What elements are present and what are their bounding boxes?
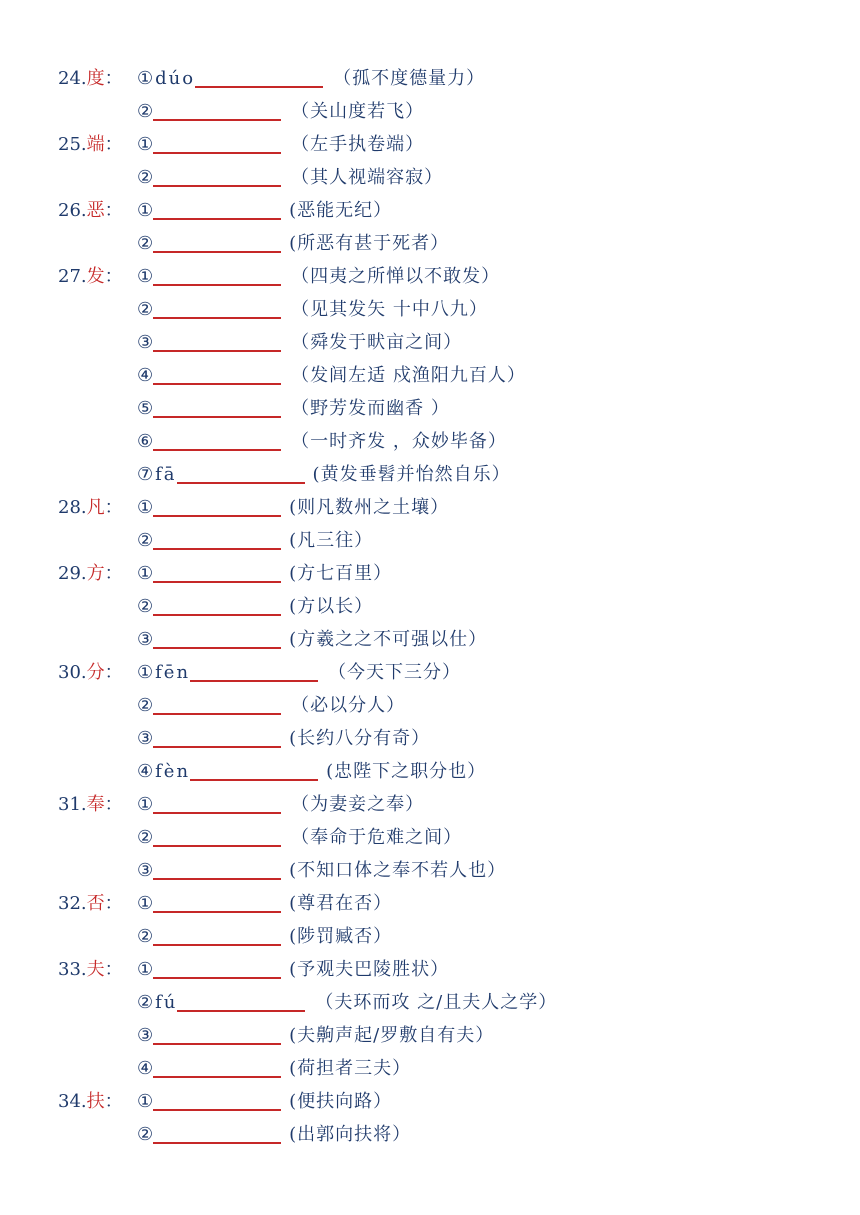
sense-line bbox=[137, 1052, 411, 1085]
entry-character: 奉 bbox=[86, 794, 105, 815]
example-sentence: (便扶向路） bbox=[289, 1091, 393, 1112]
example-sentence: (陟罚臧否） bbox=[289, 926, 393, 947]
example-sentence: (出郭向扶将） bbox=[289, 1124, 412, 1145]
entry-number: 32. bbox=[58, 893, 87, 914]
sense-line bbox=[137, 491, 449, 524]
example-sentence: （奉命于危难之间） bbox=[291, 827, 463, 848]
entry-row bbox=[0, 953, 860, 986]
sense-line bbox=[137, 293, 488, 326]
example-sentence: (忠陛下之职分也） bbox=[326, 761, 487, 782]
sense-marker: ① bbox=[137, 266, 154, 287]
entry-colon: ： bbox=[104, 893, 123, 914]
sense-marker: ② bbox=[137, 167, 154, 188]
example-sentence: (则凡数州之土壤） bbox=[289, 497, 450, 518]
sense-marker: ① bbox=[137, 200, 154, 221]
sense-marker: ② bbox=[137, 101, 154, 122]
example-sentence: （为妻妾之奉） bbox=[291, 794, 425, 815]
entry-number: 27. bbox=[58, 266, 87, 287]
sense-marker: ④ bbox=[137, 761, 154, 782]
sense-marker: ① bbox=[137, 497, 154, 518]
entry-character: 否 bbox=[86, 893, 105, 914]
sense-marker: ① bbox=[137, 794, 154, 815]
sense-marker: ⑦ bbox=[137, 464, 154, 485]
sense-marker: ① bbox=[137, 662, 154, 683]
entry-number: 34. bbox=[58, 1091, 87, 1112]
sense-line bbox=[137, 689, 405, 722]
sense-marker: ② bbox=[137, 926, 154, 947]
answer-blank[interactable] bbox=[153, 695, 281, 715]
answer-blank[interactable] bbox=[153, 1091, 281, 1111]
entry-colon: ： bbox=[104, 794, 123, 815]
entry-heading bbox=[58, 128, 123, 161]
entry-heading bbox=[58, 260, 123, 293]
sense-marker: ⑥ bbox=[137, 431, 154, 452]
answer-blank[interactable] bbox=[153, 959, 281, 979]
entry-number: 29. bbox=[58, 563, 87, 584]
answer-blank[interactable] bbox=[153, 1025, 281, 1045]
sense-line bbox=[137, 524, 373, 557]
answer-blank[interactable] bbox=[153, 332, 281, 352]
entry-row bbox=[0, 656, 860, 689]
answer-blank[interactable] bbox=[153, 101, 281, 121]
answer-blank[interactable] bbox=[153, 497, 281, 517]
example-sentence: (予观夫巴陵胜状） bbox=[289, 959, 450, 980]
entry-row bbox=[0, 326, 860, 359]
entry-number: 33. bbox=[58, 959, 87, 980]
example-sentence: （必以分人） bbox=[291, 695, 406, 716]
entry-row bbox=[0, 821, 860, 854]
sense-marker: ④ bbox=[137, 365, 154, 386]
sense-line bbox=[137, 62, 485, 95]
entry-row bbox=[0, 359, 860, 392]
pinyin-text: fèn bbox=[155, 761, 191, 782]
answer-blank[interactable] bbox=[153, 1058, 281, 1078]
entry-row bbox=[0, 293, 860, 326]
entry-heading bbox=[58, 62, 123, 95]
example-sentence: (夫齁声起/罗敷自有夫） bbox=[289, 1025, 495, 1046]
sense-line bbox=[137, 1085, 392, 1118]
entry-row bbox=[0, 227, 860, 260]
sense-line bbox=[137, 590, 373, 623]
entry-row bbox=[0, 623, 860, 656]
entry-row bbox=[0, 524, 860, 557]
entry-heading bbox=[58, 194, 123, 227]
example-sentence: （四夷之所惮以不敢发） bbox=[291, 266, 501, 287]
example-sentence: （其人视端容寂） bbox=[291, 167, 444, 188]
example-sentence: (方以长） bbox=[289, 596, 374, 617]
entry-colon: ： bbox=[104, 1091, 123, 1112]
answer-blank[interactable] bbox=[153, 860, 281, 880]
answer-blank[interactable] bbox=[153, 926, 281, 946]
sense-marker: ① bbox=[137, 959, 154, 980]
answer-blank[interactable] bbox=[153, 398, 281, 418]
entry-colon: ： bbox=[104, 134, 123, 155]
sense-line bbox=[137, 326, 462, 359]
example-sentence: (黄发垂髫并怡然自乐） bbox=[312, 464, 511, 485]
vocabulary-worksheet bbox=[0, 62, 860, 1151]
entry-row bbox=[0, 590, 860, 623]
sense-line bbox=[137, 920, 392, 953]
sense-line bbox=[137, 95, 424, 128]
entry-row bbox=[0, 392, 860, 425]
sense-line bbox=[137, 1019, 494, 1052]
entry-colon: ： bbox=[104, 497, 123, 518]
answer-blank[interactable] bbox=[153, 167, 281, 187]
answer-blank[interactable] bbox=[153, 629, 281, 649]
answer-blank[interactable] bbox=[153, 893, 281, 913]
entry-row bbox=[0, 1085, 860, 1118]
entry-character: 分 bbox=[86, 662, 105, 683]
entry-heading bbox=[58, 887, 123, 920]
pinyin-text: fā bbox=[155, 464, 177, 485]
sense-line bbox=[137, 656, 461, 689]
sense-line bbox=[137, 458, 511, 491]
sense-marker: ② bbox=[137, 992, 154, 1013]
answer-blank[interactable] bbox=[190, 662, 318, 682]
entry-character: 发 bbox=[86, 266, 105, 287]
sense-marker: ③ bbox=[137, 860, 154, 881]
sense-line bbox=[137, 887, 392, 920]
answer-blank[interactable] bbox=[177, 992, 305, 1012]
entry-character: 度 bbox=[86, 68, 105, 89]
entry-row bbox=[0, 491, 860, 524]
entry-character: 扶 bbox=[86, 1091, 105, 1112]
entry-row bbox=[0, 854, 860, 887]
example-sentence: (方羲之之不可强以仕） bbox=[289, 629, 488, 650]
sense-line bbox=[137, 161, 443, 194]
sense-marker: ② bbox=[137, 596, 154, 617]
answer-blank[interactable] bbox=[153, 827, 281, 847]
example-sentence: (所恶有甚于死者） bbox=[289, 233, 450, 254]
sense-line bbox=[137, 359, 526, 392]
sense-marker: ③ bbox=[137, 332, 154, 353]
sense-marker: ③ bbox=[137, 1025, 154, 1046]
sense-line bbox=[137, 986, 557, 1019]
sense-line bbox=[137, 821, 462, 854]
entry-colon: ： bbox=[104, 662, 123, 683]
entry-row bbox=[0, 260, 860, 293]
entry-colon: ： bbox=[104, 68, 123, 89]
example-sentence: （舜发于畎亩之间） bbox=[291, 332, 463, 353]
sense-line bbox=[137, 722, 430, 755]
entry-row bbox=[0, 557, 860, 590]
entry-row bbox=[0, 920, 860, 953]
sense-line bbox=[137, 1118, 411, 1151]
entry-number: 26. bbox=[58, 200, 87, 221]
entry-row bbox=[0, 458, 860, 491]
example-sentence: （发闾左适 戍渔阳九百人） bbox=[291, 365, 526, 386]
answer-blank[interactable] bbox=[153, 200, 281, 220]
entry-colon: ： bbox=[104, 200, 123, 221]
pinyin-text: fēn bbox=[155, 662, 191, 683]
entry-row bbox=[0, 986, 860, 1019]
entry-row bbox=[0, 1019, 860, 1052]
sense-line bbox=[137, 557, 392, 590]
sense-marker: ① bbox=[137, 1091, 154, 1112]
sense-line bbox=[137, 854, 506, 887]
entry-row bbox=[0, 722, 860, 755]
entry-colon: ： bbox=[104, 959, 123, 980]
entry-character: 端 bbox=[86, 134, 105, 155]
entry-row bbox=[0, 128, 860, 161]
entry-number: 31. bbox=[58, 794, 87, 815]
answer-blank[interactable] bbox=[153, 299, 281, 319]
entry-number: 24. bbox=[58, 68, 87, 89]
sense-line bbox=[137, 953, 449, 986]
entry-character: 恶 bbox=[86, 200, 105, 221]
example-sentence: （夫环而攻 之/且夫人之学） bbox=[315, 992, 558, 1013]
pinyin-text: fú bbox=[155, 992, 178, 1013]
example-sentence: (荷担者三夫） bbox=[289, 1058, 412, 1079]
entry-row bbox=[0, 1118, 860, 1151]
sense-marker: ① bbox=[137, 134, 154, 155]
example-sentence: (方七百里） bbox=[289, 563, 393, 584]
entry-row bbox=[0, 161, 860, 194]
pinyin-text: dúo bbox=[155, 68, 196, 89]
entry-colon: ： bbox=[104, 266, 123, 287]
entry-character: 凡 bbox=[86, 497, 105, 518]
answer-blank[interactable] bbox=[153, 728, 281, 748]
entry-row bbox=[0, 887, 860, 920]
sense-marker: ① bbox=[137, 563, 154, 584]
sense-marker: ③ bbox=[137, 728, 154, 749]
example-sentence: (凡三往） bbox=[289, 530, 374, 551]
entry-row bbox=[0, 1052, 860, 1085]
sense-line bbox=[137, 128, 424, 161]
entry-row bbox=[0, 194, 860, 227]
sense-marker: ② bbox=[137, 695, 154, 716]
entry-character: 方 bbox=[86, 563, 105, 584]
sense-marker: ⑤ bbox=[137, 398, 154, 419]
sense-line bbox=[137, 392, 450, 425]
sense-marker: ① bbox=[137, 893, 154, 914]
entry-heading bbox=[58, 953, 123, 986]
example-sentence: （孤不度德量力） bbox=[333, 68, 486, 89]
sense-marker: ② bbox=[137, 1124, 154, 1145]
answer-blank[interactable] bbox=[177, 464, 305, 484]
example-sentence: (尊君在否） bbox=[289, 893, 393, 914]
sense-line bbox=[137, 755, 486, 788]
entry-row bbox=[0, 425, 860, 458]
sense-marker: ④ bbox=[137, 1058, 154, 1079]
answer-blank[interactable] bbox=[153, 794, 281, 814]
sense-marker: ① bbox=[137, 68, 154, 89]
answer-blank[interactable] bbox=[195, 68, 323, 88]
entry-heading bbox=[58, 788, 123, 821]
entry-heading bbox=[58, 656, 123, 689]
example-sentence: (不知口体之奉不若人也） bbox=[289, 860, 507, 881]
sense-marker: ② bbox=[137, 233, 154, 254]
answer-blank[interactable] bbox=[153, 233, 281, 253]
sense-marker: ② bbox=[137, 299, 154, 320]
sense-marker: ② bbox=[137, 530, 154, 551]
entry-row bbox=[0, 755, 860, 788]
entry-heading bbox=[58, 491, 123, 524]
answer-blank[interactable] bbox=[153, 596, 281, 616]
entry-number: 30. bbox=[58, 662, 87, 683]
example-sentence: （见其发矢 十中八九） bbox=[291, 299, 488, 320]
entry-heading bbox=[58, 1085, 123, 1118]
example-sentence: （关山度若飞） bbox=[291, 101, 425, 122]
answer-blank[interactable] bbox=[153, 530, 281, 550]
entry-row bbox=[0, 788, 860, 821]
sense-marker: ③ bbox=[137, 629, 154, 650]
entry-character: 夫 bbox=[86, 959, 105, 980]
example-sentence: (恶能无纪） bbox=[289, 200, 393, 221]
sense-marker: ② bbox=[137, 827, 154, 848]
answer-blank[interactable] bbox=[153, 134, 281, 154]
sense-line bbox=[137, 788, 424, 821]
entry-colon: ： bbox=[104, 563, 123, 584]
sense-line bbox=[137, 194, 392, 227]
entry-number: 25. bbox=[58, 134, 87, 155]
answer-blank[interactable] bbox=[153, 563, 281, 583]
answer-blank[interactable] bbox=[153, 431, 281, 451]
sense-line bbox=[137, 227, 449, 260]
sense-line bbox=[137, 623, 487, 656]
example-sentence: （一时齐发 ，众妙毕备） bbox=[291, 431, 507, 452]
example-sentence: （左手执卷端） bbox=[291, 134, 425, 155]
entry-number: 28. bbox=[58, 497, 87, 518]
entry-row bbox=[0, 95, 860, 128]
answer-blank[interactable] bbox=[153, 266, 281, 286]
example-sentence: (长约八分有奇） bbox=[289, 728, 431, 749]
entry-heading bbox=[58, 557, 123, 590]
answer-blank[interactable] bbox=[153, 365, 281, 385]
sense-line bbox=[137, 425, 507, 458]
example-sentence: （野芳发而幽香 ） bbox=[291, 398, 450, 419]
example-sentence: （今天下三分） bbox=[328, 662, 462, 683]
entry-row bbox=[0, 62, 860, 95]
sense-line bbox=[137, 260, 500, 293]
answer-blank[interactable] bbox=[190, 761, 318, 781]
entry-row bbox=[0, 689, 860, 722]
answer-blank[interactable] bbox=[153, 1124, 281, 1144]
